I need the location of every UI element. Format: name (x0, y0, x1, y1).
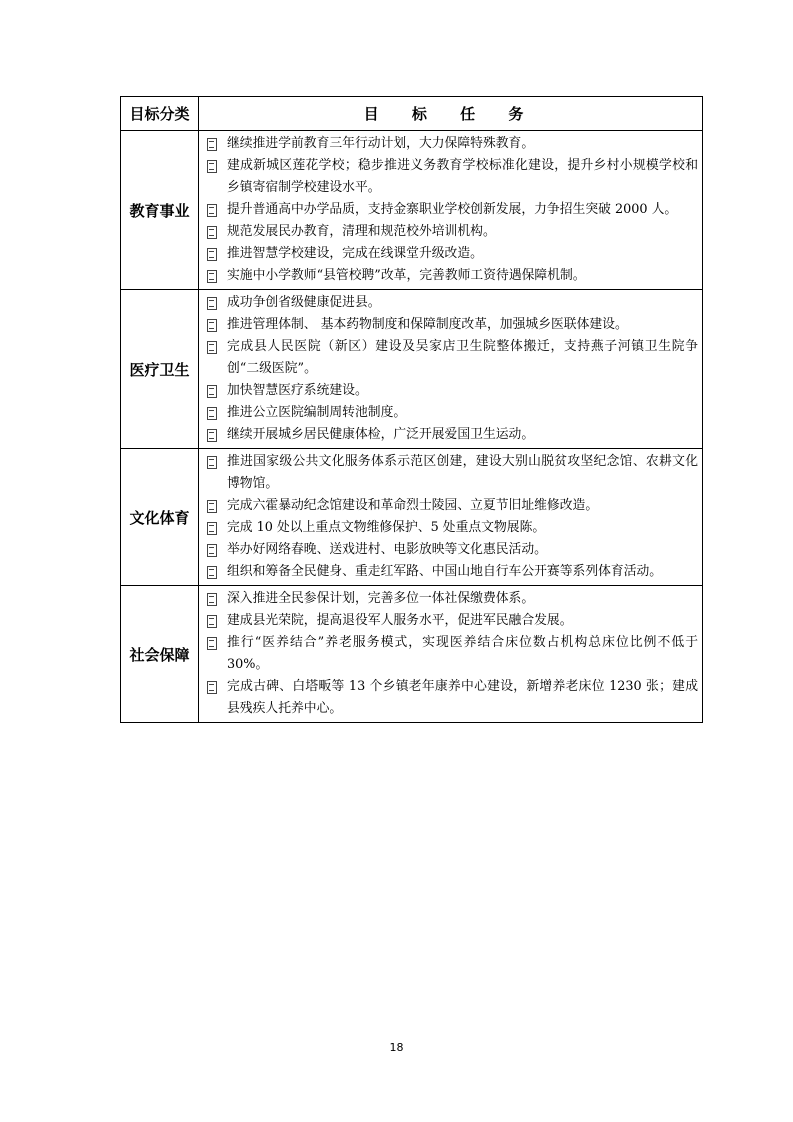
document-icon (205, 155, 227, 177)
category-cell: 医疗卫生 (121, 290, 199, 449)
task-text: 推进管理体制、 基本药物制度和保障制度改革，加强城乡医联体建设。 (227, 317, 628, 332)
task-text: 推行“医养结合”养老服务模式，实现医养结合床位数占机构总床位比例不低于 30%。 (227, 635, 698, 672)
header-category: 目标分类 (121, 97, 199, 131)
category-cell: 教育事业 (121, 131, 199, 290)
tasks-cell (199, 131, 703, 290)
task-text: 完成古碑、白塔畈等 13 个乡镇老年康养中心建设，新增养老床位 1230 张；建成县残疾人托养中心。 (227, 679, 698, 716)
task-item (205, 314, 698, 336)
task-text: 提升普通高中办学品质，支持金寨职业学校创新发展，力争招生突破 2000 人。 (227, 202, 678, 217)
task-text: 完成县人民医院（新区）建设及吴家店卫生院整体搬迁，支持燕子河镇卫生院争创“二级医院”。 (227, 339, 698, 376)
document-icon (205, 265, 227, 287)
task-text: 深入推进全民参保计划，完善多位一体社保缴费体系。 (227, 591, 535, 606)
document-icon (205, 380, 227, 402)
header-task-label: 目 标 任 务 (363, 105, 538, 123)
table-header-row (121, 97, 703, 131)
task-item (205, 380, 698, 402)
task-text: 组织和筹备全民健身、重走红军路、中国山地自行车公开赛等系列体育活动。 (227, 564, 663, 579)
document-icon (205, 243, 227, 265)
document-icon (205, 588, 227, 610)
table-row (121, 131, 703, 290)
document-icon (205, 221, 227, 243)
document-icon (205, 292, 227, 314)
task-item (205, 292, 698, 314)
header-task (199, 97, 703, 131)
task-item (205, 243, 698, 265)
document-icon (205, 676, 227, 698)
tasks-cell (199, 449, 703, 586)
task-item (205, 336, 698, 380)
document-icon (205, 402, 227, 424)
document-icon (205, 199, 227, 221)
page-number: 18 (389, 1041, 404, 1054)
table-row (121, 290, 703, 449)
task-text: 推进智慧学校建设，完成在线课堂升级改造。 (227, 246, 483, 261)
task-item (205, 133, 698, 155)
task-item (205, 676, 698, 720)
document-icon (205, 495, 227, 517)
task-item (205, 424, 698, 446)
task-text: 继续开展城乡居民健康体检，广泛开展爱国卫生运动。 (227, 427, 535, 442)
document-icon (205, 517, 227, 539)
tasks-cell (199, 290, 703, 449)
document-icon (205, 451, 227, 473)
task-text: 成功争创省级健康促进县。 (227, 295, 381, 310)
task-text: 推进国家级公共文化服务体系示范区创建，建设大别山脱贫攻坚纪念馆、农耕文化博物馆。 (227, 454, 698, 491)
category-cell: 文化体育 (121, 449, 199, 586)
task-text: 建成新城区莲花学校；稳步推进义务教育学校标准化建设，提升乡村小规模学校和乡镇寄宿制学校建设水平。 (227, 158, 698, 195)
table-row (121, 586, 703, 723)
task-item (205, 199, 698, 221)
goals-table (120, 96, 703, 723)
document-icon (205, 424, 227, 446)
task-text: 规范发展民办教育，清理和规范校外培训机构。 (227, 224, 496, 239)
document-icon (205, 561, 227, 583)
task-text: 完成 10 处以上重点文物维修保护、5 处重点文物展陈。 (227, 520, 546, 535)
task-item (205, 495, 698, 517)
task-text: 继续推进学前教育三年行动计划，大力保障特殊教育。 (227, 136, 535, 151)
document-icon (205, 336, 227, 358)
task-item (205, 610, 698, 632)
table-row (121, 449, 703, 586)
task-text: 建成县光荣院，提高退役军人服务水平，促进军民融合发展。 (227, 613, 573, 628)
task-item (205, 561, 698, 583)
task-item (205, 517, 698, 539)
task-item (205, 265, 698, 287)
task-text: 举办好网络春晚、送戏进村、电影放映等文化惠民活动。 (227, 542, 547, 557)
document-icon (205, 314, 227, 336)
task-item (205, 402, 698, 424)
document-icon (205, 610, 227, 632)
task-item (205, 632, 698, 676)
task-item (205, 539, 698, 561)
task-item (205, 451, 698, 495)
task-item (205, 155, 698, 199)
tasks-cell (199, 586, 703, 723)
category-cell: 社会保障 (121, 586, 199, 723)
document-icon (205, 539, 227, 561)
document-icon (205, 133, 227, 155)
document-icon (205, 632, 227, 654)
task-text: 推进公立医院编制周转池制度。 (227, 405, 407, 420)
task-item (205, 588, 698, 610)
task-text: 加快智慧医疗系统建设。 (227, 383, 368, 398)
task-text: 完成六霍暴动纪念馆建设和革命烈士陵园、立夏节旧址维修改造。 (227, 498, 599, 513)
task-text: 实施中小学教师“县管校聘”改革，完善教师工资待遇保障机制。 (227, 268, 586, 283)
task-item (205, 221, 698, 243)
